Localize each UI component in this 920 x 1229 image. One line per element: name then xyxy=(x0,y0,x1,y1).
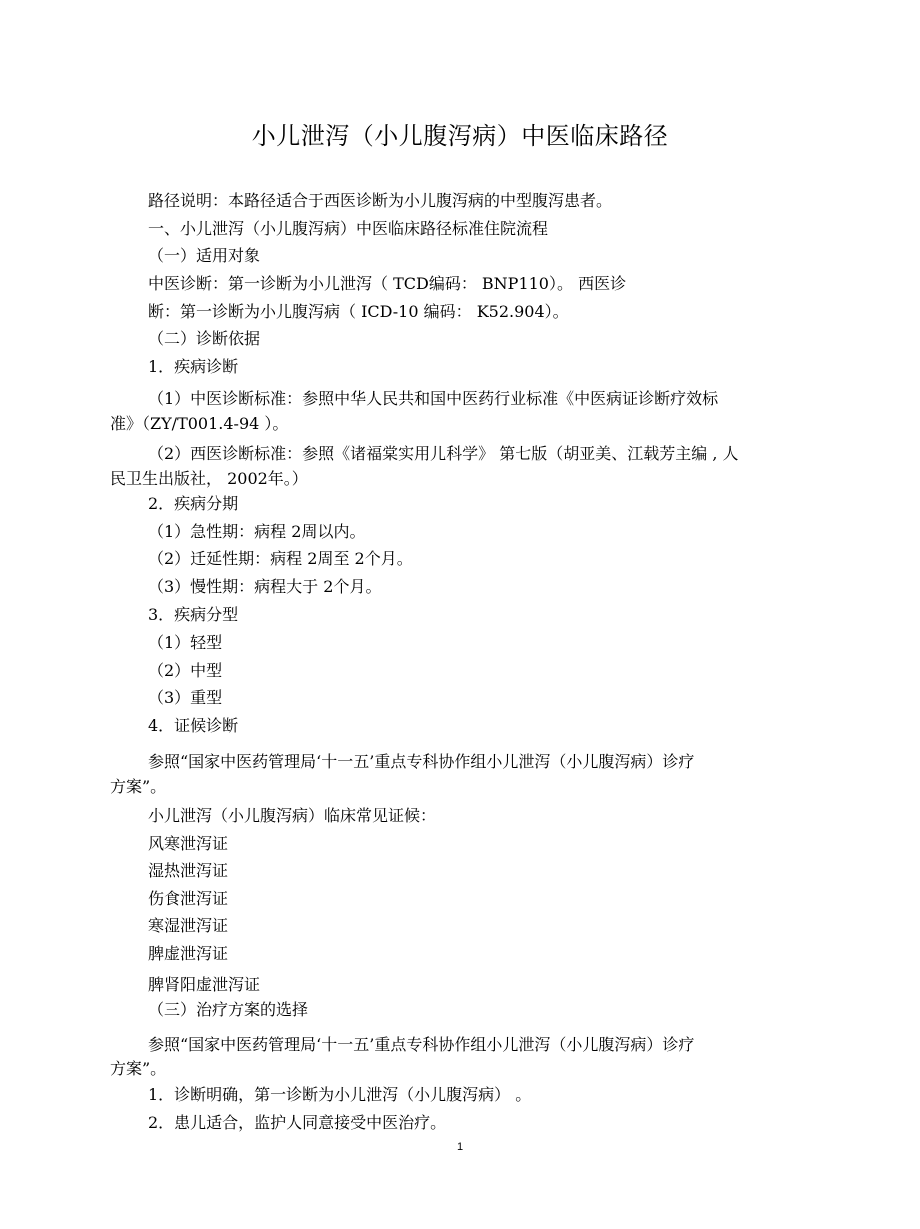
list-item: （2）中型 xyxy=(148,661,223,680)
list-item: （1）轻型 xyxy=(148,633,223,652)
page-number: 1 xyxy=(456,1141,464,1153)
numbered-heading: 1．疾病诊断 xyxy=(148,357,239,376)
list-item: （3）慢性期：病程大于 2个月。 xyxy=(148,577,382,596)
list-item: （2）迁延性期：病程 2周至 2个月。 xyxy=(148,549,413,568)
paragraph-line: 准》（ZY/T001.4-94 ）。 xyxy=(110,414,289,433)
paragraph-line: 小儿泄泻（小儿腹泻病）临床常见证候： xyxy=(148,806,437,825)
list-item: 脾肾阳虚泄泻证 xyxy=(148,975,261,994)
paragraph-line: 方案”。 xyxy=(110,777,167,796)
subsection-heading: （一）适用对象 xyxy=(148,246,261,265)
list-item: 2．患儿适合，监护人同意接受中医治疗。 xyxy=(148,1113,447,1132)
list-item: 伤食泄泻证 xyxy=(148,889,229,908)
list-item: 湿热泄泻证 xyxy=(148,861,229,880)
paragraph-line: 中医诊断：第一诊断为小儿泄泻（ TCD编码： BNP110）。 西医诊 xyxy=(148,274,627,293)
numbered-heading: 4．证候诊断 xyxy=(148,716,239,735)
paragraph-line: 断：第一诊断为小儿腹泻病（ ICD-10 编码： K52.904）。 xyxy=(148,302,569,321)
subsection-heading: （二）诊断依据 xyxy=(148,329,261,348)
numbered-heading: 2．疾病分期 xyxy=(148,494,239,513)
paragraph-line: 方案”。 xyxy=(110,1059,167,1078)
list-item: 1．诊断明确，第一诊断为小儿泄泻（小儿腹泻病） 。 xyxy=(148,1085,532,1104)
subsection-heading: （三）治疗方案的选择 xyxy=(148,1000,309,1019)
paragraph-line: （1）中医诊断标准：参照中华人民共和国中医药行业标准《中医病证诊断疗效标 xyxy=(148,389,719,408)
document-title: 小儿泄泻（小儿腹泻病）中医临床路径 xyxy=(251,122,669,150)
paragraph-line: 参照“国家中医药管理局‘十一五’重点专科协作组小儿泄泻（小儿腹泻病）诊疗 xyxy=(148,752,695,771)
section-heading-1: 一、小儿泄泻（小儿腹泻病）中医临床路径标准住院流程 xyxy=(148,219,549,238)
path-description: 路径说明：本路径适合于西医诊断为小儿腹泻病的中型腹泻患者。 xyxy=(148,191,613,210)
paragraph-line: 参照“国家中医药管理局‘十一五’重点专科协作组小儿泄泻（小儿腹泻病）诊疗 xyxy=(148,1035,695,1054)
list-item: 脾虚泄泻证 xyxy=(148,944,229,963)
list-item: （1）急性期：病程 2周以内。 xyxy=(148,522,366,541)
paragraph-line: （2）西医诊断标准：参照《诸福棠实用儿科学》 第七版（胡亚美、江载芳主编 , 人 xyxy=(148,444,739,463)
numbered-heading: 3．疾病分型 xyxy=(148,605,239,624)
list-item: （3）重型 xyxy=(148,688,223,707)
paragraph-line: 民卫生出版社， 2002年。） xyxy=(110,469,308,488)
list-item: 风寒泄泻证 xyxy=(148,834,229,853)
list-item: 寒湿泄泻证 xyxy=(148,916,229,935)
